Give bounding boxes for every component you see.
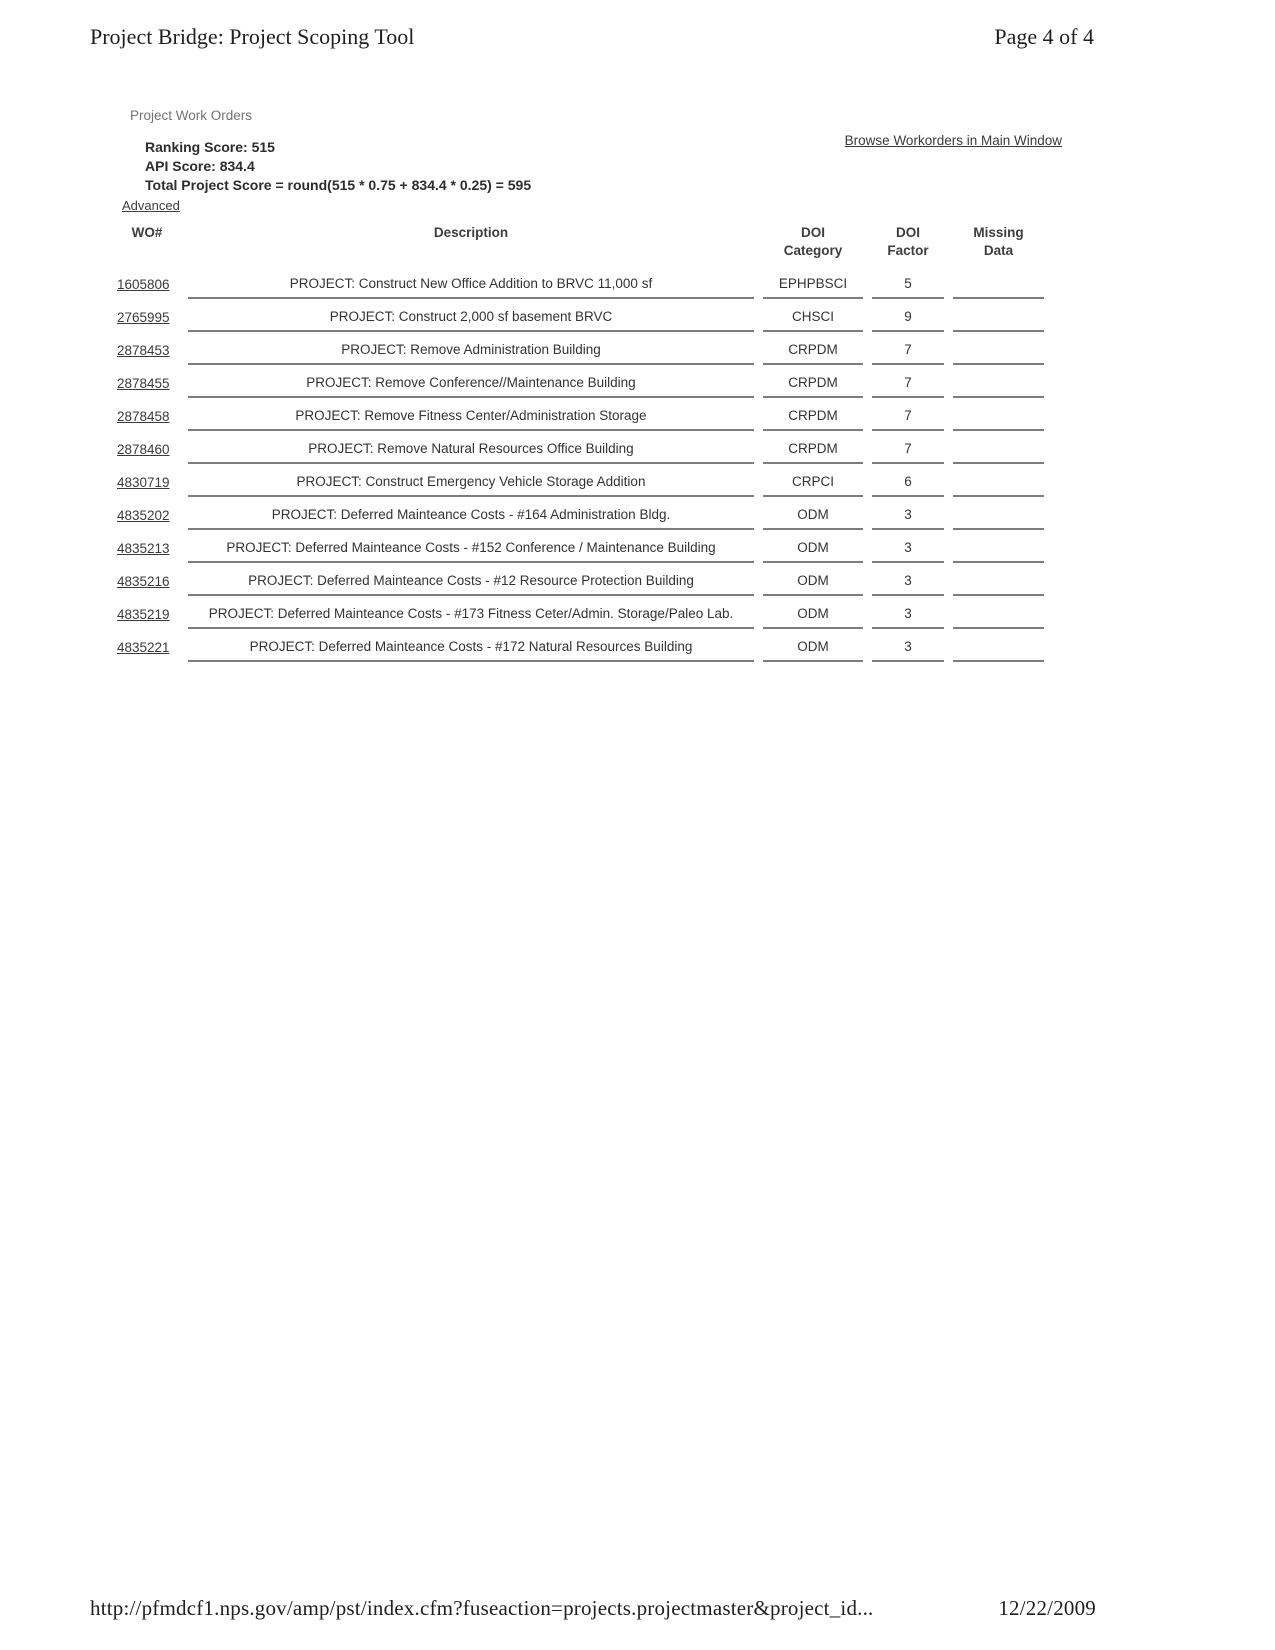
description-cell: PROJECT: Construct 2,000 sf basement BRVC <box>188 302 754 332</box>
document-title: Project Bridge: Project Scoping Tool <box>90 24 415 49</box>
api-score: API Score: 834.4 <box>145 158 255 174</box>
workorder-link[interactable]: 1605806 <box>117 277 170 292</box>
page-url: http://pfmdcf1.nps.gov/amp/pst/index.cfm?fuseaction=projects.projectmaster&project_id... <box>90 1596 874 1620</box>
doi-factor-cell: 7 <box>872 335 944 365</box>
browse-workorders-link[interactable]: Browse Workorders in Main Window <box>844 133 1062 148</box>
description-cell: PROJECT: Remove Natural Resources Office Building <box>188 434 754 464</box>
table-header <box>115 220 1044 266</box>
doi-category-cell: CRPCI <box>763 467 863 497</box>
workorder-link[interactable]: 2878453 <box>117 343 170 358</box>
missing-data-cell <box>953 335 1044 365</box>
workorder-link[interactable]: 4835219 <box>117 607 170 622</box>
description-cell: PROJECT: Deferred Mainteance Costs - #172 Natural Resources Building <box>188 632 754 662</box>
header-wo: WO# <box>131 225 163 240</box>
doi-factor-cell: 3 <box>872 632 944 662</box>
work-orders-table <box>106 217 1053 665</box>
table-row <box>115 302 1044 332</box>
table-row <box>115 599 1044 629</box>
table-row <box>115 434 1044 464</box>
missing-data-cell <box>953 500 1044 530</box>
description-cell: PROJECT: Remove Administration Building <box>188 335 754 365</box>
doi-factor-cell: 5 <box>872 269 944 299</box>
missing-data-cell <box>953 599 1044 629</box>
workorder-link[interactable]: 4835213 <box>117 541 170 556</box>
header-row <box>115 220 1044 266</box>
work-orders-body <box>115 269 1044 662</box>
doi-category-cell: CRPDM <box>763 434 863 464</box>
advanced-link[interactable]: Advanced <box>122 198 180 213</box>
header-missing-data: Missing Data <box>973 225 1024 258</box>
table-row <box>115 632 1044 662</box>
description-cell: PROJECT: Deferred Mainteance Costs - #12 Resource Protection Building <box>188 566 754 596</box>
doi-category-cell: ODM <box>763 500 863 530</box>
workorder-link[interactable]: 2878455 <box>117 376 170 391</box>
description-cell: PROJECT: Construct New Office Addition to BRVC 11,000 sf <box>188 269 754 299</box>
wo-number-cell <box>115 302 179 332</box>
table-row <box>115 335 1044 365</box>
missing-data-cell <box>953 434 1044 464</box>
wo-number-cell <box>115 566 179 596</box>
doi-factor-cell: 9 <box>872 302 944 332</box>
description-cell: PROJECT: Remove Fitness Center/Administration Storage <box>188 401 754 431</box>
description-cell: PROJECT: Deferred Mainteance Costs - #164 Administration Bldg. <box>188 500 754 530</box>
description-cell: PROJECT: Deferred Mainteance Costs - #152 Conference / Maintenance Building <box>188 533 754 563</box>
missing-data-cell <box>953 401 1044 431</box>
page-number: Page 4 of 4 <box>994 24 1094 49</box>
workorder-link[interactable]: 2878460 <box>117 442 170 457</box>
wo-number-cell <box>115 335 179 365</box>
doi-factor-cell: 3 <box>872 533 944 563</box>
score-summary <box>145 138 531 195</box>
description-cell: PROJECT: Deferred Mainteance Costs - #173 Fitness Ceter/Admin. Storage/Paleo Lab. <box>188 599 754 629</box>
wo-number-cell <box>115 368 179 398</box>
doi-factor-cell: 3 <box>872 599 944 629</box>
header-doi-factor: DOI Factor <box>887 225 929 258</box>
doi-category-cell: EPHPBSCI <box>763 269 863 299</box>
wo-number-cell <box>115 500 179 530</box>
doi-factor-cell: 6 <box>872 467 944 497</box>
doi-category-cell: ODM <box>763 632 863 662</box>
table-row <box>115 401 1044 431</box>
missing-data-cell <box>953 632 1044 662</box>
table-row <box>115 467 1044 497</box>
doi-factor-cell: 3 <box>872 566 944 596</box>
doi-factor-cell: 7 <box>872 434 944 464</box>
table-row <box>115 500 1044 530</box>
total-project-score: Total Project Score = round(515 * 0.75 + 834.4 * 0.25) = 595 <box>145 177 532 193</box>
missing-data-cell <box>953 566 1044 596</box>
doi-factor-cell: 3 <box>872 500 944 530</box>
table-row <box>115 566 1044 596</box>
doi-category-cell: CRPDM <box>763 401 863 431</box>
workorder-link[interactable]: 4835202 <box>117 508 170 523</box>
print-date: 12/22/2009 <box>998 1596 1096 1620</box>
doi-factor-cell: 7 <box>872 368 944 398</box>
workorder-link[interactable]: 4835221 <box>117 640 170 655</box>
table-row <box>115 533 1044 563</box>
missing-data-cell <box>953 467 1044 497</box>
section-label: Project Work Orders <box>130 108 253 123</box>
print-header <box>90 24 1094 50</box>
wo-number-cell <box>115 533 179 563</box>
doi-category-cell: CRPDM <box>763 335 863 365</box>
description-cell: PROJECT: Construct Emergency Vehicle Storage Addition <box>188 467 754 497</box>
table-row <box>115 368 1044 398</box>
workorder-link[interactable]: 4830719 <box>117 475 170 490</box>
wo-number-cell <box>115 599 179 629</box>
doi-category-cell: ODM <box>763 566 863 596</box>
missing-data-cell <box>953 533 1044 563</box>
missing-data-cell <box>953 269 1044 299</box>
doi-category-cell: ODM <box>763 599 863 629</box>
doi-category-cell: ODM <box>763 533 863 563</box>
wo-number-cell <box>115 434 179 464</box>
header-doi-category: DOI Category <box>783 225 843 258</box>
missing-data-cell <box>953 368 1044 398</box>
doi-factor-cell: 7 <box>872 401 944 431</box>
workorder-link[interactable]: 4835216 <box>117 574 170 589</box>
header-description: Description <box>433 225 509 240</box>
wo-number-cell <box>115 269 179 299</box>
print-footer <box>90 1596 1096 1621</box>
work-orders-section <box>115 105 1062 655</box>
description-cell: PROJECT: Remove Conference//Maintenance Building <box>188 368 754 398</box>
workorder-link[interactable]: 2878458 <box>117 409 170 424</box>
wo-number-cell <box>115 401 179 431</box>
missing-data-cell <box>953 302 1044 332</box>
doi-category-cell: CRPDM <box>763 368 863 398</box>
workorder-link[interactable]: 2765995 <box>117 310 170 325</box>
table-row <box>115 269 1044 299</box>
ranking-score: Ranking Score: 515 <box>145 139 275 155</box>
wo-number-cell <box>115 632 179 662</box>
wo-number-cell <box>115 467 179 497</box>
doi-category-cell: CHSCI <box>763 302 863 332</box>
